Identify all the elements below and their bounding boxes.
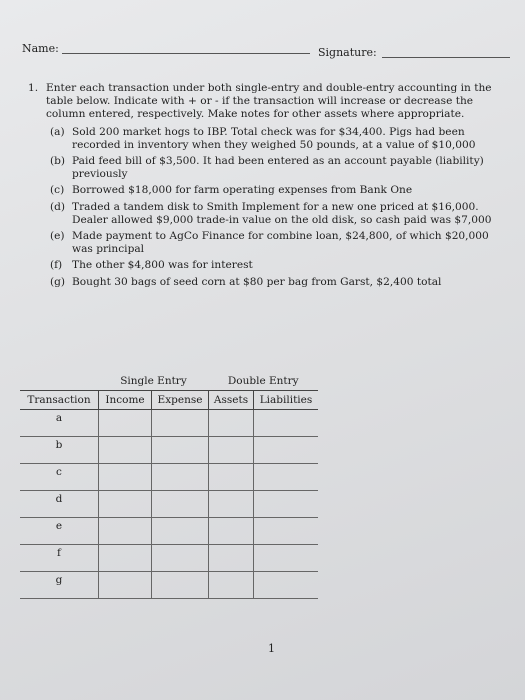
table-row	[20, 437, 318, 464]
row-label: g	[20, 572, 99, 599]
table-row	[20, 545, 318, 572]
item-label: (g)	[50, 275, 66, 288]
entry-cell[interactable]	[209, 545, 254, 572]
entry-cell[interactable]	[99, 545, 152, 572]
question-1	[28, 82, 510, 292]
entry-cell[interactable]	[209, 464, 254, 491]
item-text: Borrowed $18,000 for farm operating expenses from Bank One	[72, 184, 413, 197]
entry-cell[interactable]	[99, 410, 152, 437]
entry-cell[interactable]	[152, 464, 209, 491]
entry-cell[interactable]	[152, 437, 209, 464]
table-row	[20, 518, 318, 545]
transaction-item	[50, 126, 510, 152]
entry-cell[interactable]	[209, 572, 254, 599]
row-label: c	[20, 464, 99, 491]
row-label: d	[20, 491, 99, 518]
col-income: Income	[99, 391, 152, 410]
single-entry-header: Single Entry	[99, 372, 209, 391]
entry-cell[interactable]	[209, 437, 254, 464]
entry-cell[interactable]	[209, 491, 254, 518]
entry-cell[interactable]	[254, 410, 319, 437]
item-label: (a)	[50, 125, 65, 138]
item-label: (c)	[50, 184, 65, 197]
signature-label: Signature:	[318, 46, 377, 59]
entry-cell[interactable]	[152, 572, 209, 599]
transaction-list	[50, 126, 510, 289]
row-label: b	[20, 437, 99, 464]
entry-cell[interactable]	[254, 545, 319, 572]
name-line	[62, 53, 310, 54]
transaction-item	[50, 259, 510, 272]
entry-cell[interactable]	[254, 518, 319, 545]
item-label: (d)	[50, 200, 66, 213]
item-text: Made payment to AgCo Finance for combine loan, $24,800, of which $20,000 was principal	[72, 230, 489, 256]
entry-cell[interactable]	[99, 437, 152, 464]
entry-cell[interactable]	[254, 464, 319, 491]
entry-cell[interactable]	[99, 464, 152, 491]
item-text: Sold 200 market hogs to IBP. Total check was for $34,400. Pigs had been recorded in inventory when they weighed 50 pounds, at a value of $10,000	[72, 125, 476, 151]
row-label: e	[20, 518, 99, 545]
table-row	[20, 572, 318, 599]
question-number: 1.	[28, 82, 39, 94]
transaction-item	[50, 155, 510, 181]
entry-cell[interactable]	[152, 518, 209, 545]
item-text: Traded a tandem disk to Smith Implement for a new one priced at $16,000. Dealer allowed $9,000 trade-in value on the old disk, so cash paid was $7,000	[72, 200, 492, 226]
entry-cell[interactable]	[209, 518, 254, 545]
col-transaction: Transaction	[20, 391, 99, 410]
entry-cell[interactable]	[152, 491, 209, 518]
entry-cell[interactable]	[254, 491, 319, 518]
entry-cell[interactable]	[254, 437, 319, 464]
col-liabilities: Liabilities	[254, 391, 319, 410]
table-row	[20, 491, 318, 518]
entry-cell[interactable]	[99, 572, 152, 599]
item-label: (b)	[50, 155, 66, 168]
entry-cell[interactable]	[99, 491, 152, 518]
page-number: 1	[268, 642, 275, 655]
item-label: (e)	[50, 230, 65, 243]
item-text: Bought 30 bags of seed corn at $80 per bag from Garst, $2,400 total	[72, 275, 442, 288]
row-label: f	[20, 545, 99, 572]
table-row	[20, 410, 318, 437]
table-row	[20, 464, 318, 491]
col-assets: Assets	[209, 391, 254, 410]
double-entry-header: Double Entry	[209, 372, 319, 391]
accounting-table	[20, 372, 318, 599]
col-expense: Expense	[152, 391, 209, 410]
transaction-item	[50, 184, 510, 197]
transaction-item	[50, 230, 510, 256]
entry-cell[interactable]	[152, 545, 209, 572]
entry-cell[interactable]	[99, 518, 152, 545]
entry-cell[interactable]	[254, 572, 319, 599]
entry-cell[interactable]	[152, 410, 209, 437]
item-text: Paid feed bill of $3,500. It had been entered as an account payable (liability) previously	[72, 155, 484, 181]
item-label: (f)	[50, 259, 63, 272]
entry-cell[interactable]	[209, 410, 254, 437]
signature-line	[382, 57, 510, 58]
transaction-item	[50, 276, 510, 289]
item-text: The other $4,800 was for interest	[72, 259, 253, 272]
name-label: Name:	[22, 42, 59, 55]
row-label: a	[20, 410, 99, 437]
question-intro: Enter each transaction under both single-entry and double-entry accounting in the table below. Indicate with + or - if the transaction will increase or decrease the column entered, respectively. Make notes for other assets where appropriate.	[46, 82, 492, 121]
transaction-item	[50, 201, 510, 227]
